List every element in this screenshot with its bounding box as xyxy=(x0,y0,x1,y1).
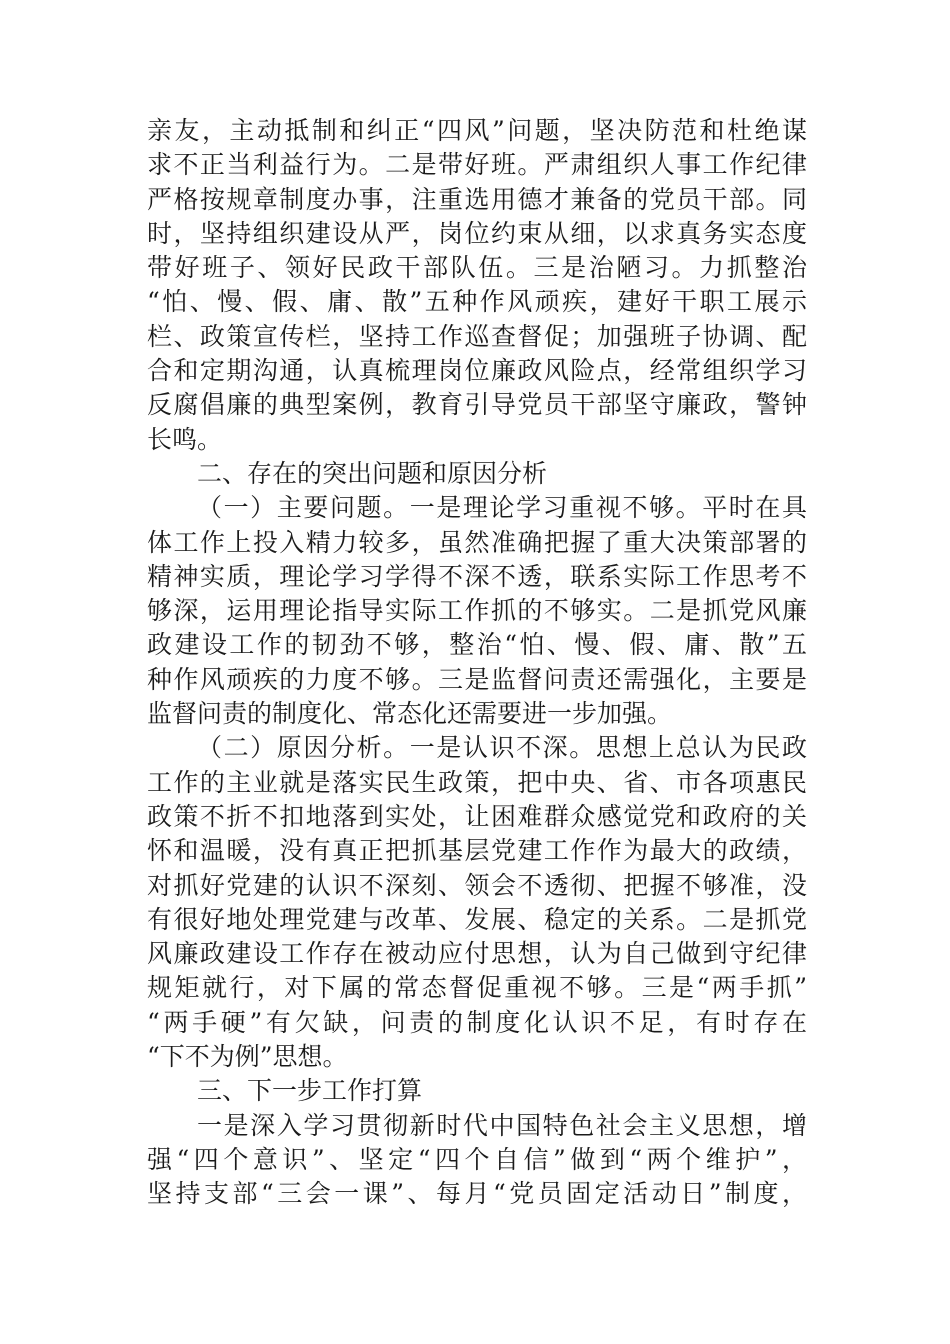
paragraph-line: 严格按规章制度办事，注重选用德才兼备的党员干部。同 xyxy=(147,184,807,214)
paragraph-line: “下不为例”思想。 xyxy=(147,1042,348,1072)
paragraph-line: 精神实质，理论学习学得不深不透，联系实际工作思考不 xyxy=(147,561,807,591)
paragraph-line: 带好班子、领好民政干部队伍。三是治陋习。力抓整治 xyxy=(147,253,807,283)
paragraph-line: 怀和温暖，没有真正把抓基层党建工作作为最大的政绩， xyxy=(147,836,807,866)
paragraph-line: 合和定期沟通，认真梳理岗位廉政风险点，经常组织学习 xyxy=(147,356,807,386)
paragraph-line: 政建设工作的韧劲不够，整治“怕、慢、假、庸、散”五 xyxy=(147,630,807,660)
paragraph-line: 风廉政建设工作存在被动应付思想，认为自己做到守纪律 xyxy=(147,939,807,969)
paragraph-line: 体工作上投入精力较多，虽然准确把握了重大决策部署的 xyxy=(147,527,807,557)
paragraph-line: 坚持支部“三会一课”、每月“党员固定活动日”制度， xyxy=(147,1179,807,1209)
document-body xyxy=(147,114,807,1212)
section-heading-3: 三、下一步工作打算 xyxy=(197,1076,423,1106)
paragraph-line: “怕、慢、假、庸、散”五种作风顽疾，建好干职工展示 xyxy=(147,287,807,317)
paragraph-line: 规矩就行，对下属的常态督促重视不够。三是“两手抓” xyxy=(147,973,807,1003)
paragraph-line: 种作风顽疾的力度不够。三是监督问责还需强化，主要是 xyxy=(147,664,807,694)
paragraph-line: “两手硬”有欠缺，问责的制度化认识不足，有时存在 xyxy=(147,1007,807,1037)
paragraph-line: 时，坚持组织建设从严，岗位约束从细，以求真务实态度 xyxy=(147,218,807,248)
paragraph-line: 对抓好党建的认识不深刻、领会不透彻、把握不够准，没 xyxy=(147,870,807,900)
section-heading-2: 二、存在的突出问题和原因分析 xyxy=(197,458,548,488)
paragraph-line: 政策不折不扣地落到实处，让困难群众感觉党和政府的关 xyxy=(147,801,807,831)
paragraph-line: 工作的主业就是落实民生政策，把中央、省、市各项惠民 xyxy=(147,767,807,797)
paragraph-line: 栏、政策宣传栏，坚持工作巡查督促；加强班子协调、配 xyxy=(147,321,807,351)
paragraph-line: 反腐倡廉的典型案例，教育引导党员干部坚守廉政，警钟 xyxy=(147,390,807,420)
paragraph-line: 强“四个意识”、坚定“四个自信”做到“两个维护”， xyxy=(147,1144,807,1174)
paragraph-line: 够深，运用理论指导实际工作抓的不够实。二是抓党风廉 xyxy=(147,596,807,626)
paragraph-line: 一是深入学习贯彻新时代中国特色社会主义思想，增 xyxy=(197,1110,807,1140)
paragraph-line: （一）主要问题。一是理论学习重视不够。平时在具 xyxy=(197,493,807,523)
paragraph-line: （二）原因分析。一是认识不深。思想上总认为民政 xyxy=(197,733,807,763)
paragraph-line: 有很好地处理党建与改革、发展、稳定的关系。二是抓党 xyxy=(147,904,807,934)
paragraph-line: 求不正当利益行为。二是带好班。严肃组织人事工作纪律 xyxy=(147,150,807,180)
paragraph-line: 长鸣。 xyxy=(147,424,223,454)
paragraph-line: 亲友，主动抵制和纠正“四风”问题，坚决防范和杜绝谋 xyxy=(147,116,807,145)
paragraph-line: 监督问责的制度化、常态化还需要进一步加强。 xyxy=(147,699,673,729)
